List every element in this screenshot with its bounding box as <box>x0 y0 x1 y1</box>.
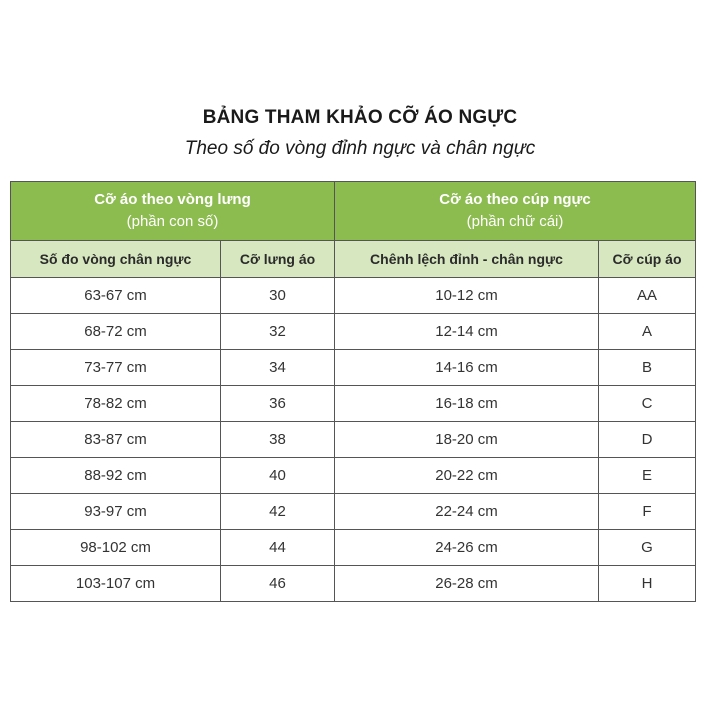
table-cell: 14-16 cm <box>335 350 599 386</box>
table-row <box>11 314 696 350</box>
table-cell: 103-107 cm <box>11 566 221 602</box>
table-cell: 22-24 cm <box>335 494 599 530</box>
table-cell: 42 <box>221 494 335 530</box>
group-header-sub: (phần chữ cái) <box>466 213 564 230</box>
table-row <box>11 350 696 386</box>
table-cell: 68-72 cm <box>11 314 221 350</box>
group-header-label: Cỡ áo theo vòng lưng <box>94 191 251 208</box>
group-header-row <box>11 182 696 241</box>
table-cell: 63-67 cm <box>11 278 221 314</box>
column-header: Cỡ lưng áo <box>221 241 335 278</box>
table-row <box>11 566 696 602</box>
table-cell: H <box>599 566 696 602</box>
table-cell: 44 <box>221 530 335 566</box>
table-cell: 24-26 cm <box>335 530 599 566</box>
table-cell: 18-20 cm <box>335 422 599 458</box>
size-table <box>10 181 696 602</box>
table-cell: 98-102 cm <box>11 530 221 566</box>
table-cell: 38 <box>221 422 335 458</box>
table-row <box>11 386 696 422</box>
table-cell: 88-92 cm <box>11 458 221 494</box>
column-header: Chênh lệch đỉnh - chân ngực <box>335 241 599 278</box>
table-cell: 26-28 cm <box>335 566 599 602</box>
table-cell: B <box>599 350 696 386</box>
table-row <box>11 530 696 566</box>
table-cell: 46 <box>221 566 335 602</box>
table-row <box>11 422 696 458</box>
table-cell: 30 <box>221 278 335 314</box>
table-cell: 36 <box>221 386 335 422</box>
group-header-label: Cỡ áo theo cúp ngực <box>439 191 591 208</box>
table-cell: 32 <box>221 314 335 350</box>
page-subtitle: Theo số đo vòng đỉnh ngực và chân ngực <box>184 138 536 159</box>
table-cell: 34 <box>221 350 335 386</box>
column-header-row <box>11 241 696 278</box>
group-header-sub: (phần con số) <box>126 213 219 230</box>
page-title: BẢNG THAM KHẢO CỠ ÁO NGỰC <box>202 107 518 128</box>
group-header-cup-size <box>335 182 696 241</box>
table-cell: 12-14 cm <box>335 314 599 350</box>
table-cell: G <box>599 530 696 566</box>
table-cell: C <box>599 386 696 422</box>
table-cell: A <box>599 314 696 350</box>
table-cell: 40 <box>221 458 335 494</box>
table-cell: 73-77 cm <box>11 350 221 386</box>
table-cell: 10-12 cm <box>335 278 599 314</box>
table-row <box>11 278 696 314</box>
table-row <box>11 494 696 530</box>
table-cell: 83-87 cm <box>11 422 221 458</box>
table-row <box>11 458 696 494</box>
table-cell: 78-82 cm <box>11 386 221 422</box>
table-cell: 16-18 cm <box>335 386 599 422</box>
table-cell: AA <box>599 278 696 314</box>
column-header: Số đo vòng chân ngực <box>11 241 221 278</box>
table-cell: D <box>599 422 696 458</box>
table-body <box>11 278 696 602</box>
table-cell: 20-22 cm <box>335 458 599 494</box>
table-cell: E <box>599 458 696 494</box>
table-cell: F <box>599 494 696 530</box>
column-header: Cỡ cúp áo <box>599 241 696 278</box>
table-cell: 93-97 cm <box>11 494 221 530</box>
group-header-band-size <box>11 182 335 241</box>
